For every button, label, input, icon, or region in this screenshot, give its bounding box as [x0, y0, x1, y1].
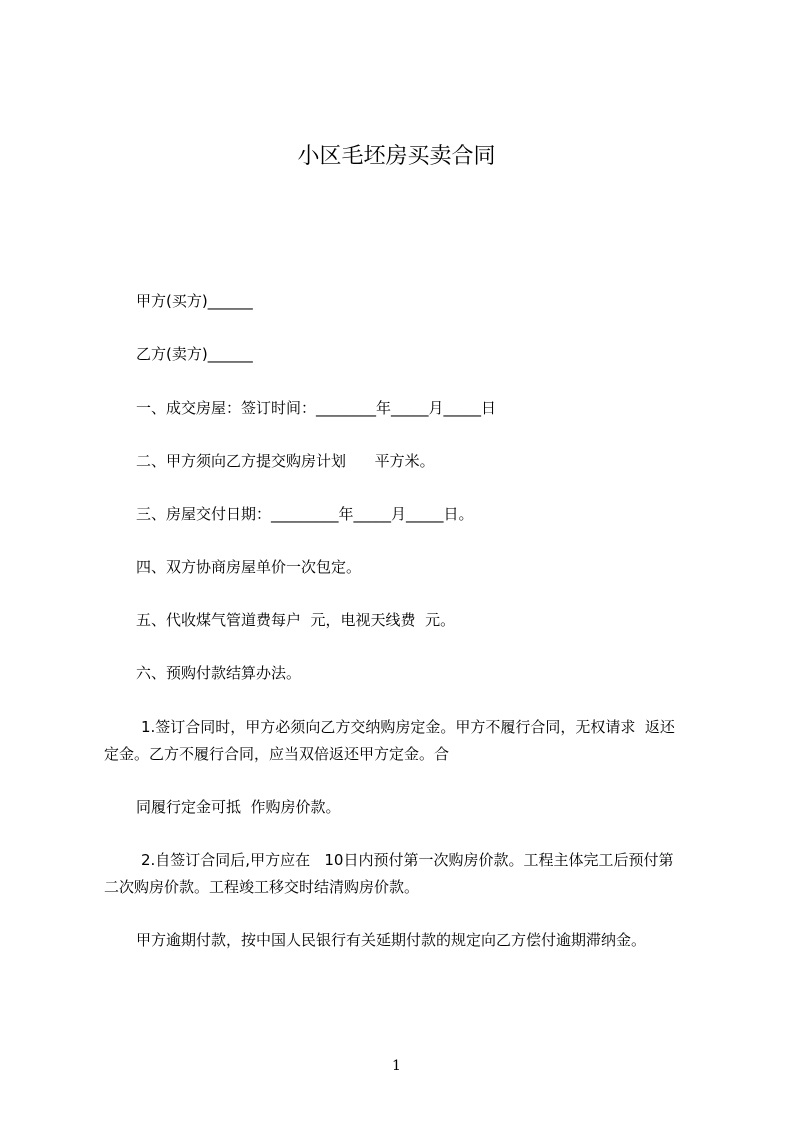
- clause-6: 六、预购付款结算办法。: [136, 664, 302, 682]
- item-2-line-1: 2.自签订合同后,甲方应在 10日内预付第一次购房价款。工程主体完工后预付第: [141, 851, 674, 869]
- clause-1: 一、成交房屋：签订时间：________年_____月_____日: [136, 399, 497, 417]
- document-title: 小区毛坯房买卖合同: [297, 144, 496, 169]
- late-payment-clause: 甲方逾期付款，按中国人民银行有关延期付款的规定向乙方偿付逾期滞纳金。: [136, 931, 647, 949]
- item-2-line-2: 二次购房价款。工程竣工移交时结清购房价款。: [104, 878, 420, 896]
- clause-5: 五、代收煤气管道费每户 元，电视天线费 元。: [136, 611, 456, 629]
- item-1-line-3: 同履行定金可抵 作购房价款。: [136, 798, 341, 816]
- clause-3: 三、房屋交付日期：_________年_____月_____日。: [136, 505, 474, 523]
- buyer-line: 甲方(买方)______: [136, 292, 253, 310]
- clause-4: 四、双方协商房屋单价一次包定。: [136, 558, 362, 576]
- seller-line: 乙方(卖方)______: [136, 345, 253, 363]
- item-1-line-1: 1.签订合同时，甲方必须向乙方交纳购房定金。甲方不履行合同，无权请求 返还: [141, 718, 675, 736]
- page-number: 1: [392, 1058, 401, 1074]
- item-1-line-2: 定金。乙方不履行合同，应当双倍返还甲方定金。合: [104, 745, 450, 763]
- clause-2: 二、甲方须向乙方提交购房计划 平方米。: [136, 452, 435, 470]
